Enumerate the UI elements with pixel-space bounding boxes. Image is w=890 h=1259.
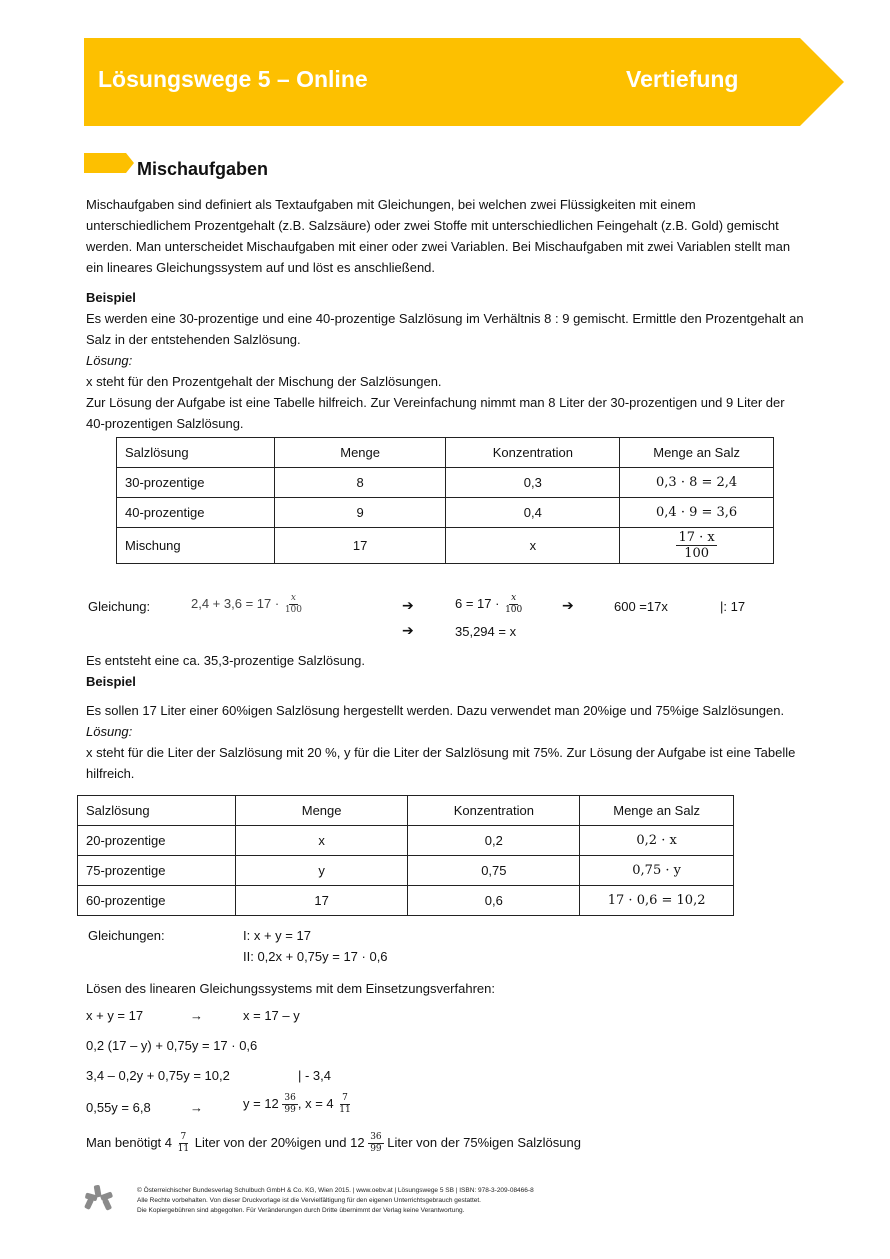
table-header-cell: Menge (235, 796, 408, 826)
equations-label: Gleichungen: (88, 928, 165, 943)
method-text: Lösen des linearen Gleichungssystems mit dem Einsetzungsverfahren: (86, 981, 495, 996)
table-row (117, 498, 774, 528)
intro-line: unterschiedlichem Prozentgehalt (z.B. Salzsäure) oder zwei Stoffe mit unterschiedlichen Feingehalt (z.B. Gold) gemischt (86, 218, 779, 233)
equation-divide: |: 17 (720, 599, 746, 614)
table-header-cell: Menge (274, 438, 446, 468)
example2-heading: Beispiel (86, 674, 136, 689)
example2-task: Es sollen 17 Liter einer 60%igen Salzlösung hergestellt werden. Dazu verwendet man 20%ige und 75%ige Salzlösungen. (86, 703, 785, 718)
fraction-denominator: 100 (684, 546, 710, 561)
table-cell: 0,75 (408, 856, 580, 886)
table-cell: 0,3 · 8 = 2,4 (620, 468, 774, 498)
table-cell: x (446, 528, 620, 564)
table-cell: 8 (274, 468, 446, 498)
intro-line: ein lineares Gleichungssystem auf und löst es anschließend. (86, 260, 436, 275)
example2-solution: hilfreich. (86, 766, 135, 781)
example2-solution-label: Lösung: (86, 724, 133, 739)
equation-I: I: x + y = 17 (243, 928, 311, 943)
final-part-b: Liter von der 20%igen und 12 (194, 1134, 365, 1150)
table-cell: 17 (235, 886, 408, 916)
example2-solution: x steht für die Liter der Salzlösung mit 20 %, y für die Liter der Salzlösung mit 75%. Zur Lösung der Aufgabe ist eine Tabelle (86, 745, 796, 760)
fraction-denominator: 11 (177, 1144, 190, 1154)
publisher-logo-icon (84, 1184, 114, 1214)
fraction-numerator: 36 (370, 1132, 382, 1142)
fraction-denominator: 99 (284, 1105, 296, 1115)
fraction-numerator: 36 (284, 1093, 296, 1103)
table-header-cell: Salzlösung (117, 438, 275, 468)
table-row (78, 826, 734, 856)
table-cell: 0,2 · x (580, 826, 734, 856)
equation-2-left: 6 = 17 · (455, 595, 500, 611)
step2: 0,2 (17 – y) + 0,75y = 17 · 0,6 (86, 1038, 258, 1053)
fraction-numerator: 7 (180, 1132, 187, 1142)
fraction-numerator: x (290, 593, 296, 603)
step1-left: x + y = 17 (86, 1008, 144, 1023)
fraction-denominator: 100 (505, 605, 523, 615)
example1-task: Es werden eine 30-prozentige und eine 40-prozentige Salzlösung im Verhältnis 8 : 9 gemischt. Ermittle den Prozentgehalt an (86, 311, 804, 326)
arrow-icon: → (190, 1008, 203, 1023)
table-cell: 0,75 · y (580, 856, 734, 886)
example1-solution: Zur Lösung der Aufgabe ist eine Tabelle hilfreich. Zur Vereinfachung nimmt man 8 Liter der 30-prozentigen und 9 Liter der (86, 395, 785, 410)
example1-solution: x steht für den Prozentgehalt der Mischung der Salzlösungen. (86, 374, 442, 389)
section-marker-icon (84, 153, 134, 173)
table-cell-fraction (620, 528, 774, 564)
fraction-numerator: 17 · x (678, 530, 715, 545)
arrow-icon: → (190, 1100, 203, 1115)
step4-x: , x = 4 (297, 1095, 334, 1111)
table-row (78, 856, 734, 886)
example1-solution: 40-prozentigen Salzlösung. (86, 416, 244, 431)
example1-table (116, 437, 774, 564)
fraction-denominator: 100 (284, 605, 302, 615)
table-row (117, 528, 774, 564)
table-header-cell: Menge an Salz (580, 796, 734, 826)
final-part-c: Liter von der 75%igen Salzlösung (387, 1134, 581, 1150)
implies-arrow-icon: ➔ (562, 597, 574, 613)
table-cell: y (235, 856, 408, 886)
step3-right: | - 3,4 (298, 1068, 332, 1083)
table-cell: 75-prozentige (78, 856, 236, 886)
equation-result: 35,294 = x (455, 624, 517, 639)
fraction-numerator: x (511, 593, 517, 603)
table-header-cell: Salzlösung (78, 796, 236, 826)
step4-y: y = 12 (243, 1095, 279, 1111)
y-fraction (282, 1094, 297, 1115)
intro-line: werden. Man unterscheidet Mischaufgaben mit einer oder zwei Variablen. Bei Mischaufgaben mit zwei Variablen stellt man (86, 239, 791, 254)
table-cell: 60-prozentige (78, 886, 236, 916)
table-header-cell: Konzentration (446, 438, 620, 468)
table-cell: 0,6 (408, 886, 580, 916)
table-cell: 0,4 · 9 = 3,6 (620, 498, 774, 528)
footer-copyright (137, 1186, 534, 1216)
equation-2 (455, 594, 524, 615)
header-title: Lösungswege 5 – Online (98, 66, 368, 92)
step1-right: x = 17 – y (243, 1008, 300, 1023)
example1-heading: Beispiel (86, 290, 136, 305)
footer-line: Alle Rechte vorbehalten. Von dieser Druckvorlage ist die Vervielfältigung für den eigenen Unterrichtsgebrauch gestattet. (137, 1197, 481, 1204)
example2-table (77, 795, 734, 916)
table-header-cell: Konzentration (408, 796, 580, 826)
implies-arrow-icon: ➔ (402, 597, 414, 613)
example1-task: Salz in der entstehenden Salzlösung. (86, 332, 301, 347)
table-header-row (78, 796, 734, 826)
fraction-numerator: 7 (342, 1093, 348, 1103)
table-cell: 30-prozentige (117, 468, 275, 498)
header-section: Vertiefung (626, 66, 739, 92)
example1-solution-label: Lösung: (86, 353, 133, 368)
table-cell: 0,4 (446, 498, 620, 528)
table-cell: 0,2 (408, 826, 580, 856)
table-cell: x (235, 826, 408, 856)
table-row (78, 886, 734, 916)
step4-left: 0,55y = 6,8 (86, 1100, 151, 1115)
footer-line: © Österreichischer Bundesverlag Schulbuch GmbH & Co. KG, Wien 2015. | www.oebv.at | Lösungswege 5 SB | ISBN: 978-3-209-08466-8 (137, 1187, 534, 1194)
equation-1-left: 2,4 + 3,6 = 17 · (191, 595, 280, 611)
section-title: Mischaufgaben (137, 159, 269, 179)
example1-result: Es entsteht eine ca. 35,3-prozentige Salzlösung. (86, 653, 365, 668)
equation-label: Gleichung: (88, 599, 151, 614)
equation-II: II: 0,2x + 0,75y = 17 · 0,6 (243, 949, 388, 964)
equation-fraction (283, 594, 304, 615)
equation-fraction (503, 594, 524, 615)
equation-1 (191, 594, 304, 615)
mixture-salt-fraction (676, 531, 716, 560)
final-part-a: Man benötigt 4 (86, 1134, 173, 1150)
x-fraction (337, 1094, 352, 1115)
table-cell: 0,3 (446, 468, 620, 498)
footer-line: Die Kopiergebühren sind abgegolten. Für Veränderungen durch Dritte übernimmt der Verlag keine Verantwortung. (137, 1207, 465, 1214)
table-header-cell: Menge an Salz (620, 438, 774, 468)
step3-left: 3,4 – 0,2y + 0,75y = 10,2 (86, 1068, 230, 1083)
table-cell: 40-prozentige (117, 498, 275, 528)
equation-3: 600 =17x (614, 599, 668, 614)
final-answer (86, 1133, 581, 1154)
table-cell: Mischung (117, 528, 275, 564)
fraction-denominator: 11 (339, 1105, 351, 1115)
implies-arrow-icon: ➔ (402, 622, 414, 638)
table-cell: 17 · 0,6 = 10,2 (580, 886, 734, 916)
table-cell: 17 (274, 528, 446, 564)
header-banner (84, 38, 844, 126)
final-fraction-2 (368, 1133, 383, 1154)
step4-result (243, 1094, 353, 1115)
final-fraction-1 (176, 1133, 191, 1154)
table-cell: 9 (274, 498, 446, 528)
table-row (117, 468, 774, 498)
table-header-row (117, 438, 774, 468)
fraction-denominator: 99 (370, 1144, 382, 1154)
table-cell: 20-prozentige (78, 826, 236, 856)
intro-line: Mischaufgaben sind definiert als Textaufgaben mit Gleichungen, bei welchen zwei Flüssigkeiten mit einem (86, 197, 696, 212)
